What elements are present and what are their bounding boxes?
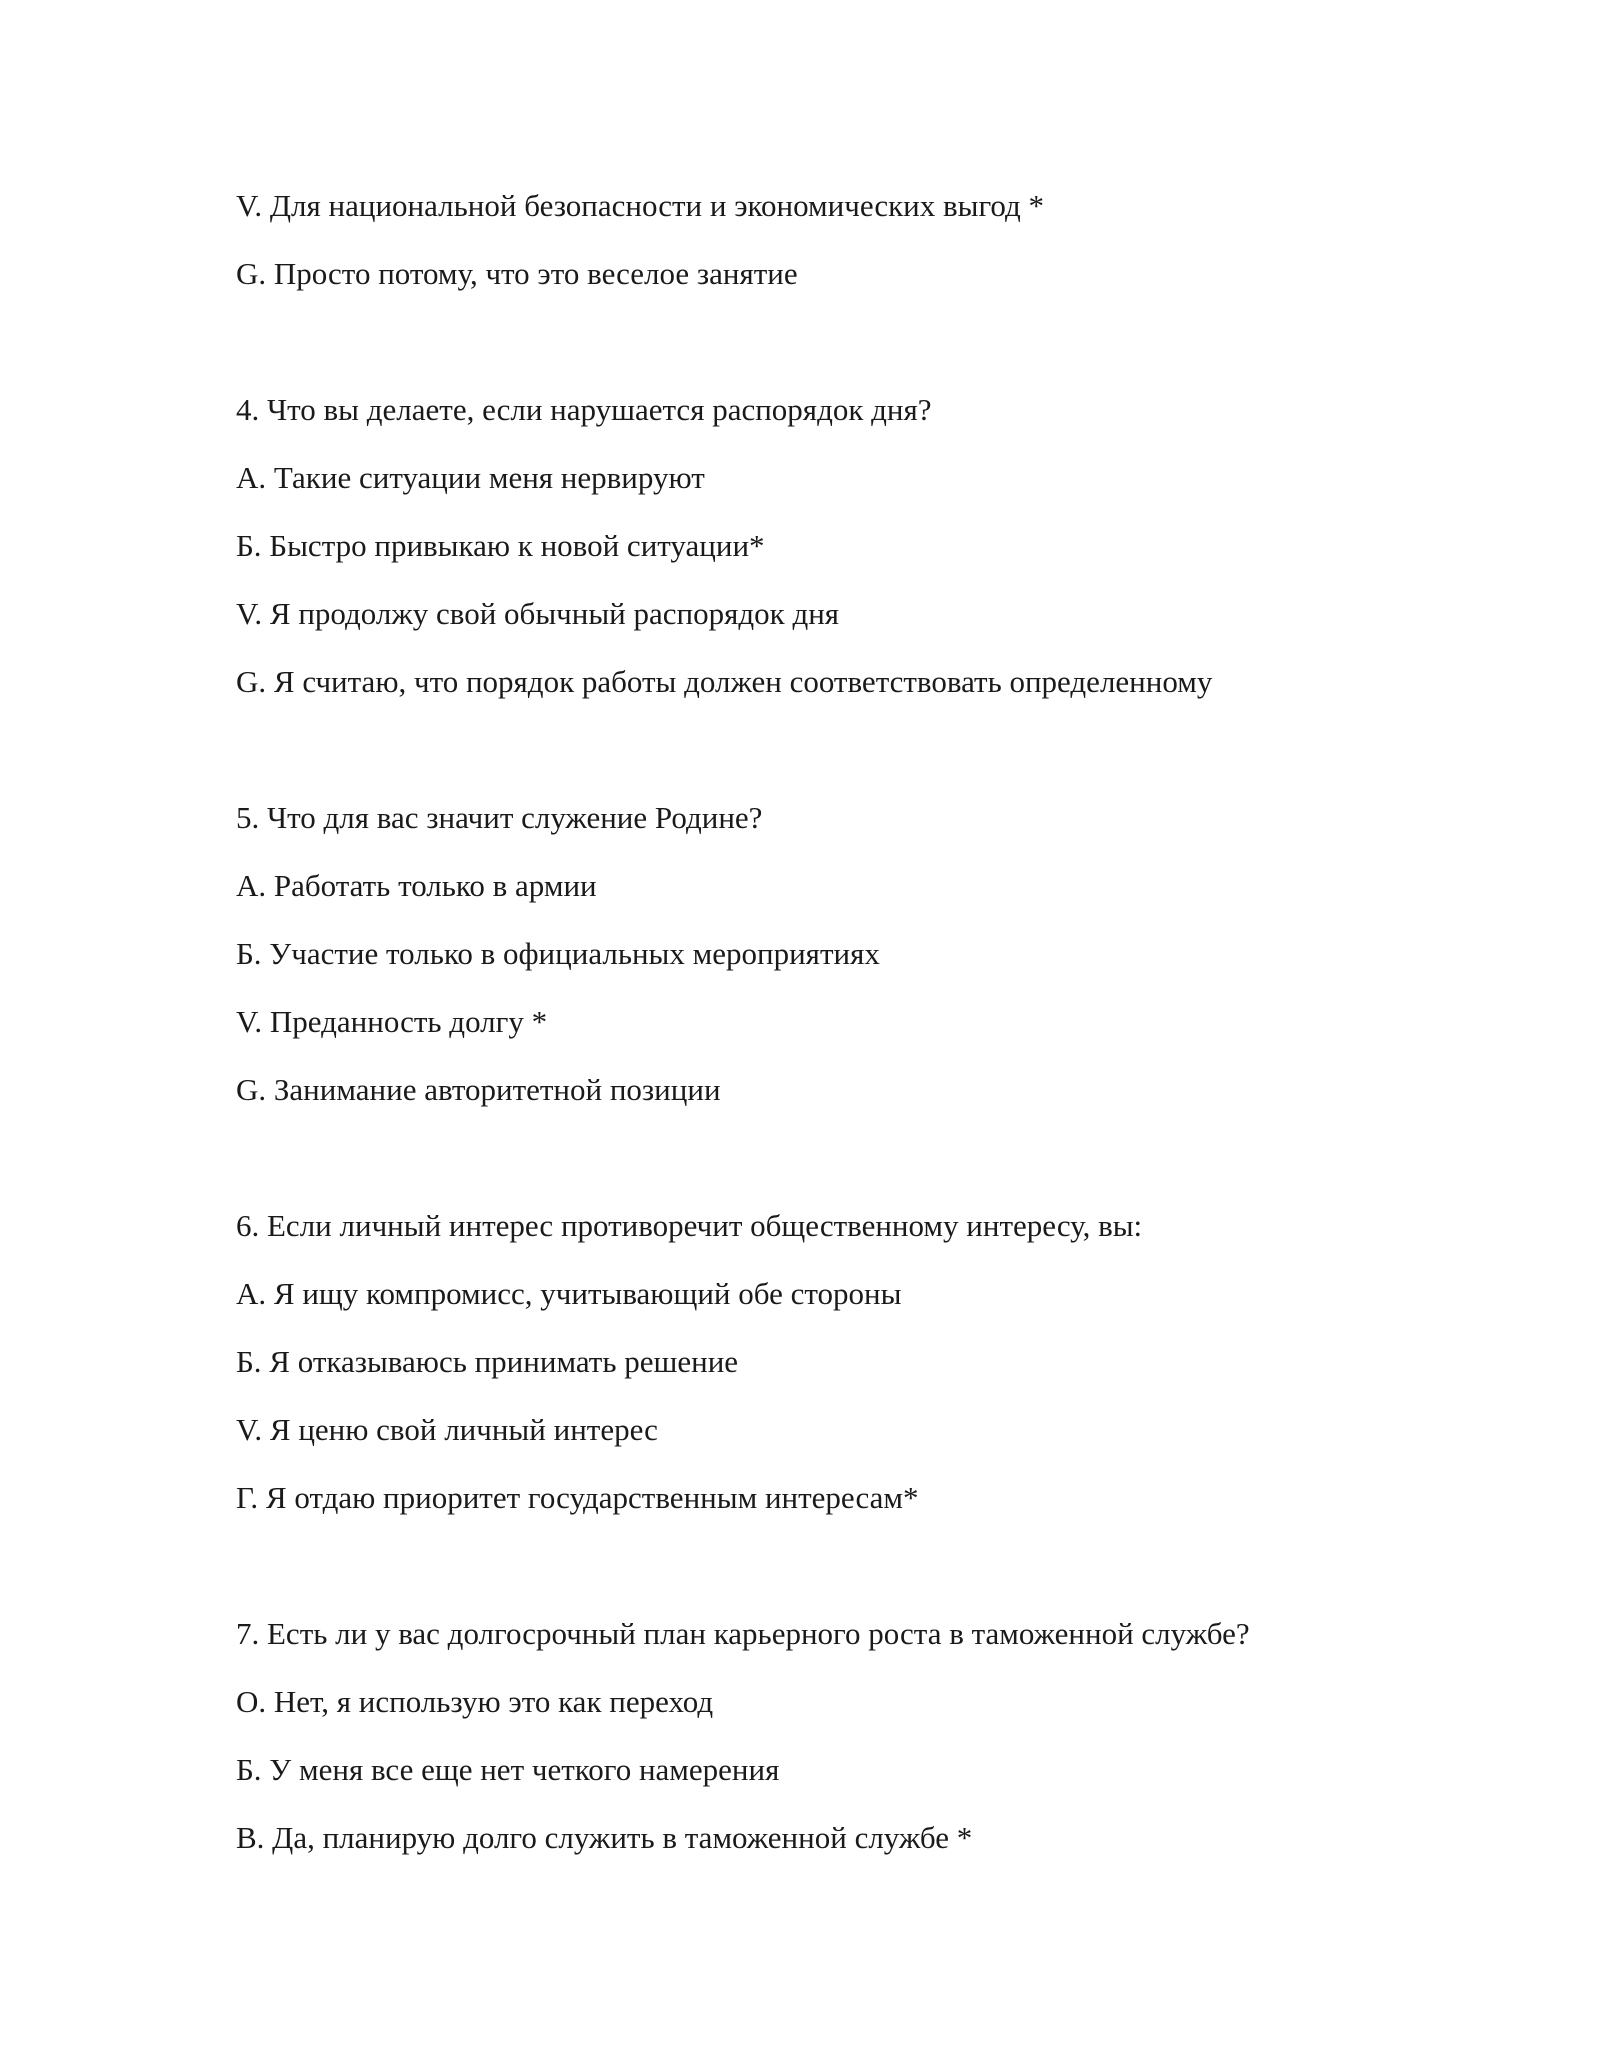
answer-option: А. Я ищу компромисс, учитывающий обе стороны [236,1276,902,1311]
answer-option: V. Я продолжу свой обычный распорядок дня [236,596,840,631]
answer-option: V. Я ценю свой личный интерес [236,1412,658,1447]
spacer [236,322,1416,390]
answer-option: V. Для национальной безопасности и экономических выгод * [236,188,1045,223]
question-5-block [236,798,1416,1138]
answer-option: G. Я считаю, что порядок работы должен соответствовать определенному [236,664,1213,699]
answer-option: G. Просто потому, что это веселое занятие [236,256,798,291]
answer-option: G. Занимание авторитетной позиции [236,1072,721,1107]
question-text: 5. Что для вас значит служение Родине? [236,800,763,835]
question-text: 4. Что вы делаете, если нарушается распорядок дня? [236,392,932,427]
answer-option: Б. Я отказываюсь принимать решение [236,1344,739,1379]
answer-option: V. Преданность долгу * [236,1004,548,1039]
answer-option: А. Работать только в армии [236,868,597,903]
question-7-block [236,1614,1416,1886]
spacer [236,1546,1416,1614]
question-text: 7. Есть ли у вас долгосрочный план карьерного роста в таможенной службе? [236,1616,1250,1651]
spacer [236,1138,1416,1206]
question-6-block [236,1206,1416,1546]
spacer [236,730,1416,798]
question-4-block [236,390,1416,730]
answer-option: О. Нет, я использую это как переход [236,1684,714,1719]
answer-option: А. Такие ситуации меня нервируют [236,460,705,495]
question-text: 6. Если личный интерес противоречит общественному интересу, вы: [236,1208,1143,1243]
answer-option: Б. Участие только в официальных мероприятиях [236,936,880,971]
question-3-continuation [236,186,1416,322]
answer-option: Г. Я отдаю приоритет государственным интересам* [236,1480,919,1515]
answer-option: Б. Быстро привыкаю к новой ситуации* [236,528,765,563]
answer-option: Б. У меня все еще нет четкого намерения [236,1752,780,1787]
quiz-content [236,186,1416,1886]
answer-option: В. Да, планирую долго служить в таможенной службе * [236,1820,973,1855]
